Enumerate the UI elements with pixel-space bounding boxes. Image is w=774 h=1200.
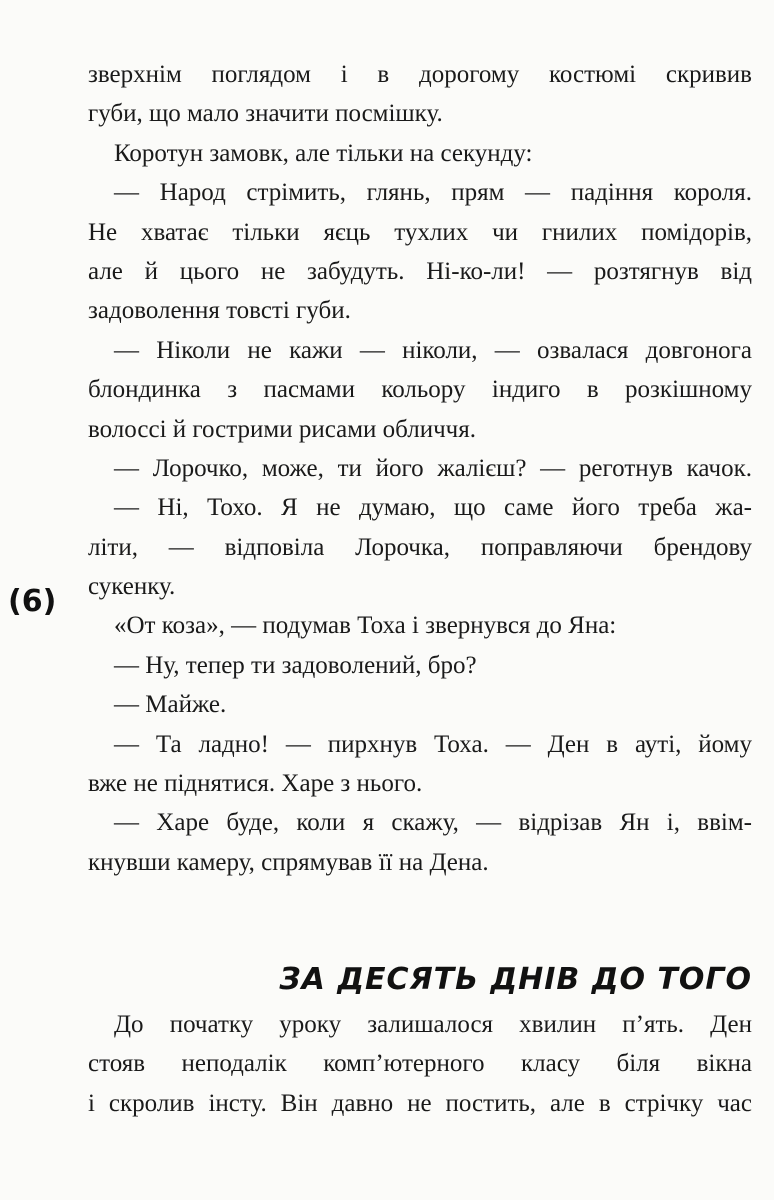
text-line: зверхнім поглядом і в дорогому костюмі скривив [88,61,752,88]
text-line: — Ні, Тохо. Я не думаю, що саме його треба жа- [114,494,752,522]
chapter-heading: ЗА ДЕСЯТЬ ДНІВ ДО ТОГО [279,962,752,997]
text-line: але й цього не забудуть. Ні-ко-ли! — розтягнув від [88,257,752,285]
text-line: вже не піднятися. Харе з нього. [88,770,423,798]
text-line: стояв неподалік комп’ютерного класу біля вікна [88,1050,752,1078]
text-line: — Харе буде, коли я скажу, — відрізав Ян і, ввім- [114,809,752,837]
text-line: — Ніколи не кажи — ніколи, — озвалася довгонога [114,336,752,364]
text-line: — Народ стрімить, глянь, прям — падіння короля. [114,179,752,207]
text-line: Коротун замовк, але тільки на секунду: [114,139,533,167]
text-line: волоссі й гострими рисами обличчя. [88,415,477,443]
text-line: сукенку. [88,573,176,601]
text-line: кнувши камеру, спрямував її на Дена. [88,848,489,876]
text-line: задоволення товсті губи. [88,297,351,325]
text-line: — Лорочко, може, ти його жалієш? — реготнув качок. [114,454,752,482]
text-block-bottom [88,1005,752,1123]
text-line: Не хватає тільки яєць тухлих чи гнилих помідорів, [88,218,752,246]
text-line: блондинка з пасмами кольору індиго в розкішному [88,376,752,404]
text-line: До початку уроку залишалося хвилин п’ять. Ден [114,1011,752,1038]
text-line: літи, — відповіла Лорочка, поправляючи брендову [88,533,752,561]
text-line: — Ну, тепер ти задоволений, бро? [114,651,477,679]
text-line: і скролив інсту. Він давно не постить, але в стрічку час [88,1089,752,1117]
text-block-top [88,55,752,882]
text-line: — Майже. [114,691,227,719]
text-line: — Та ладно! — пирхнув Тоха. — Ден в ауті, йому [114,730,752,758]
text-line: губи, що мало значити посмішку. [88,100,443,128]
text-line: «От коза», — подумав Тоха і звернувся до Яна: [114,612,617,640]
margin-note: (6) [8,584,57,619]
